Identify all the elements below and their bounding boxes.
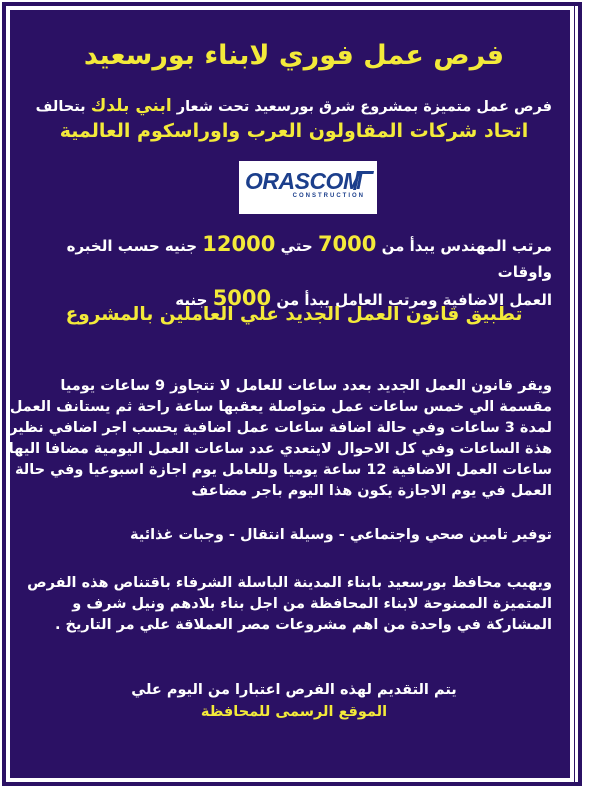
salary-text-3: جنيه حسب الخبره واوقات: [66, 237, 552, 281]
salary-text-4: العمل الاضافية ومرتب العامل يبدأ من: [276, 291, 552, 309]
logo-subtitle: CONSTRUCTION: [292, 193, 365, 199]
governor-appeal: ويهيب محافظ بورسعيد بابناء المدينة الباسلة الشرفاء باقتناص هذه الفرص المتميزة الممنوحة لابناء المحافظة من اجل بناء بلادهم ونيل شرف و المشاركة في واحدة من اهم مشروعات مصر العملاقة علي مر التاريخ .: [27, 575, 552, 633]
salary-text-5: جنيه: [175, 291, 208, 309]
slogan: ابني بلدك: [90, 96, 172, 116]
salary-text-2: حتي: [280, 237, 313, 255]
alliance-heading: اتحاد شركات المقاولون العرب واوراسكوم العالمية: [59, 120, 529, 142]
logo-word: ORASCOM: [245, 168, 362, 194]
salary-min: 7000: [317, 232, 377, 256]
poster-frame: [6, 6, 574, 782]
law-body: ويقر قانون العمل الجديد بعدد ساعات للعامل لا تتجاوز 9 ساعات يوميا مقسمة الي خمس ساعات عمل متواصلة يعقبها ساعة راحة ثم يستانف العمل لمدة 3 ساعات وفي حالة اضافة ساعات عمل اضافية يحسب اجر اضافي نظير هذة الساعات وفي كل الاحوال لايتعدي عدد ساعات العمل اليومية مضافا اليها ساعات العمل الاضافية 12 ساعة يوميا وللعامل يوم اجازة اسبوعيا وفي حالة العمل في يوم الاجازة يكون هذا اليوم باجر مضاعف: [8, 378, 552, 499]
salary-line-1: [12, 231, 552, 285]
apply-line: يتم التقديم لهذه الفرص اعتبارا من اليوم علي: [131, 682, 457, 698]
benefits-line: توفير تامين صحي واجتماعي - وسيلة انتقال - وجبات غذائية: [129, 527, 552, 543]
salary-paragraph: [12, 231, 552, 313]
orascom-logo: [239, 161, 377, 214]
intro-text: فرص عمل متميزة بمشروع شرق بورسعيد تحت شعار: [176, 99, 552, 115]
salary-worker: 5000: [212, 286, 272, 310]
intro-suffix: بتحالف: [35, 99, 86, 115]
law-title: تطبيق قانون العمل الجديد علي العاملين بالمشروع: [65, 304, 523, 325]
official-site-link[interactable]: الموقع الرسمى للمحافظة: [200, 704, 388, 720]
poster-title: فرص عمل فوري لابناء بورسعيد: [83, 40, 505, 71]
intro-line: [22, 96, 552, 116]
salary-max: 12000: [202, 232, 276, 256]
salary-text-1: مرتب المهندس يبدأ من: [381, 237, 552, 255]
